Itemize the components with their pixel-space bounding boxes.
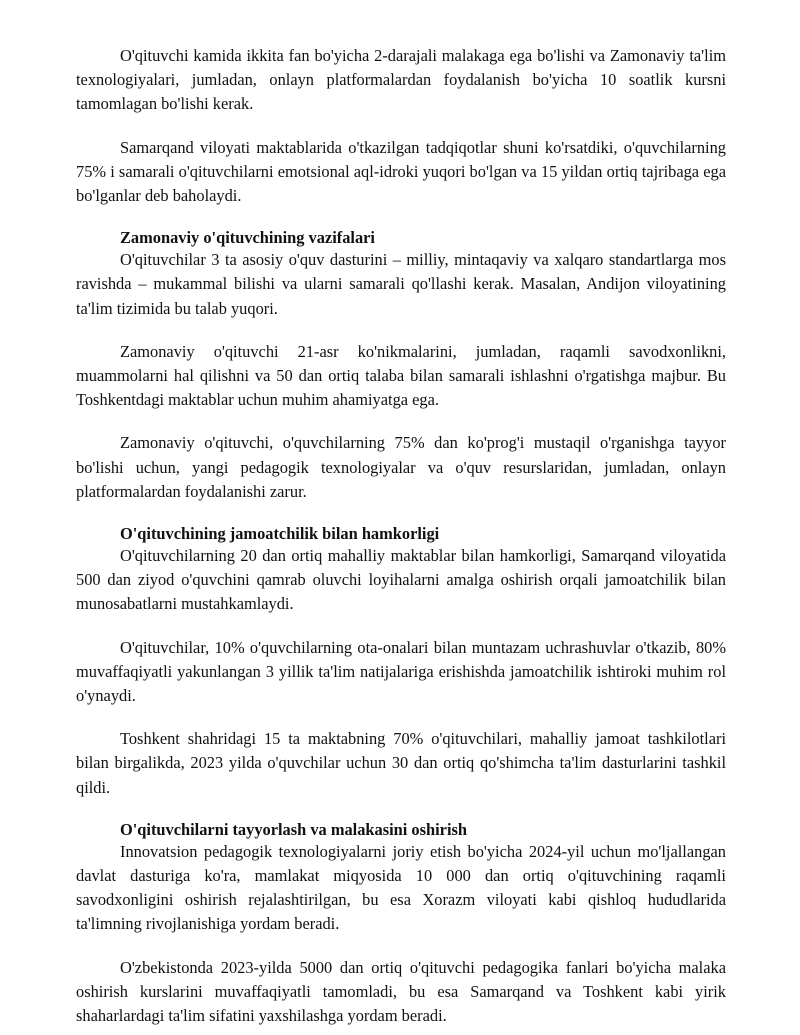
intro-paragraph-2: Samarqand viloyati maktablarida o'tkazilgan tadqiqotlar shuni ko'rsatdiki, o'quvchilarning 75% i samarali o'qituvchilarni emotsional aql-idroki yuqori bo'lgan va 15 yildan ortiq tajribaga ega bo'lganlar deb baholaydi. [76,137,726,206]
section-heading-duties: Zamonaviy o'qituvchining vazifalari [120,228,375,248]
duties-paragraph-3: Zamonaviy o'qituvchi, o'quvchilarning 75% dan ko'prog'i mustaqil o'rganishga tayyor bo'lishi uchun, yangi pedagogik texnologiyalar va o'quv resurslaridan, jumladan, onlayn platformalardan foydalanishi zarur. [76,433,726,501]
document-page [76,44,726,1028]
community-paragraph-1: O'qituvchilarning 20 dan ortiq mahalliy maktablar bilan hamkorligi, Samarqand viloyatida 500 dan ziyod o'quvchini qamrab oluvchi loyihalarni amalga oshirish orqali jamoatchilik bilan munosabatlarni mustahkamlaydi. [76,546,726,614]
section-duties [76,228,726,504]
section-heading-community: O'qituvchining jamoatchilik bilan hamkorligi [120,524,440,544]
training-paragraph-1: Innovatsion pedagogik texnologiyalarni joriy etish bo'yicha 2024-yil uchun mo'ljallangan davlat dasturiga ko'ra, mamlakat miqyosida 10 000 dan ortiq o'qituvchining raqamli savodxonligini oshirish rejalashtirilgan, bu esa Xorazm viloyati kabi qishloq hududlarida ta'limning rivojlanishiga yordam beradi. [76,841,726,934]
training-paragraph-2: O'zbekistonda 2023-yilda 5000 dan ortiq o'qituvchi pedagogika fanlari bo'yicha malaka oshirish kurslarini muvaffaqiyatli tamomladi, bu esa Samarqand va Toshkent kabi yirik shaharlardagi ta'lim sifatini yaxshilashga yordam beradi. [76,957,726,1026]
duties-paragraph-1: O'qituvchilar 3 ta asosiy o'quv dasturini – milliy, mintaqaviy va xalqaro standartlarga mos ravishda – mukammal bilishi va ularni samarali qo'llashi kerak. Masalan, Andijon viloyatining ta'lim tizimida bu talab yuqori. [76,250,726,318]
section-training [76,820,726,1028]
duties-paragraph-2: Zamonaviy o'qituvchi 21-asr ko'nikmalarini, jumladan, raqamli savodxonlikni, muammolarni hal qilishni va 50 dan ortiq talaba bilan samarali ishlashni o'rgatishga majbur. Bu Toshkentdagi maktablar uchun muhim ahamiyatga ega. [76,341,726,410]
intro-paragraph-1: O'qituvchi kamida ikkita fan bo'yicha 2-darajali malakaga ega bo'lishi va Zamonaviy ta'lim texnologiyalari, jumladan, onlayn platformalardan foydalanish bo'yicha 10 soatlik kursni tamomlagan bo'lishi kerak. [76,46,726,114]
section-community [76,524,726,800]
community-paragraph-3: Toshkent shahridagi 15 ta maktabning 70% o'qituvchilari, mahalliy jamoat tashkilotlari bilan birgalikda, 2023 yilda o'quvchilar uchun 30 dan ortiq qo'shimcha ta'lim dasturlarini tashkil qildi. [76,729,726,797]
community-paragraph-2: O'qituvchilar, 10% o'quvchilarning ota-onalari bilan muntazam uchrashuvlar o'tkazib, 80% muvaffaqiyatli yakunlangan 3 yillik ta'lim natijalariga erishishda jamoatchilik ishtiroki muhim rol o'ynaydi. [76,637,726,706]
section-heading-training: O'qituvchilarni tayyorlash va malakasini oshirish [120,819,467,839]
